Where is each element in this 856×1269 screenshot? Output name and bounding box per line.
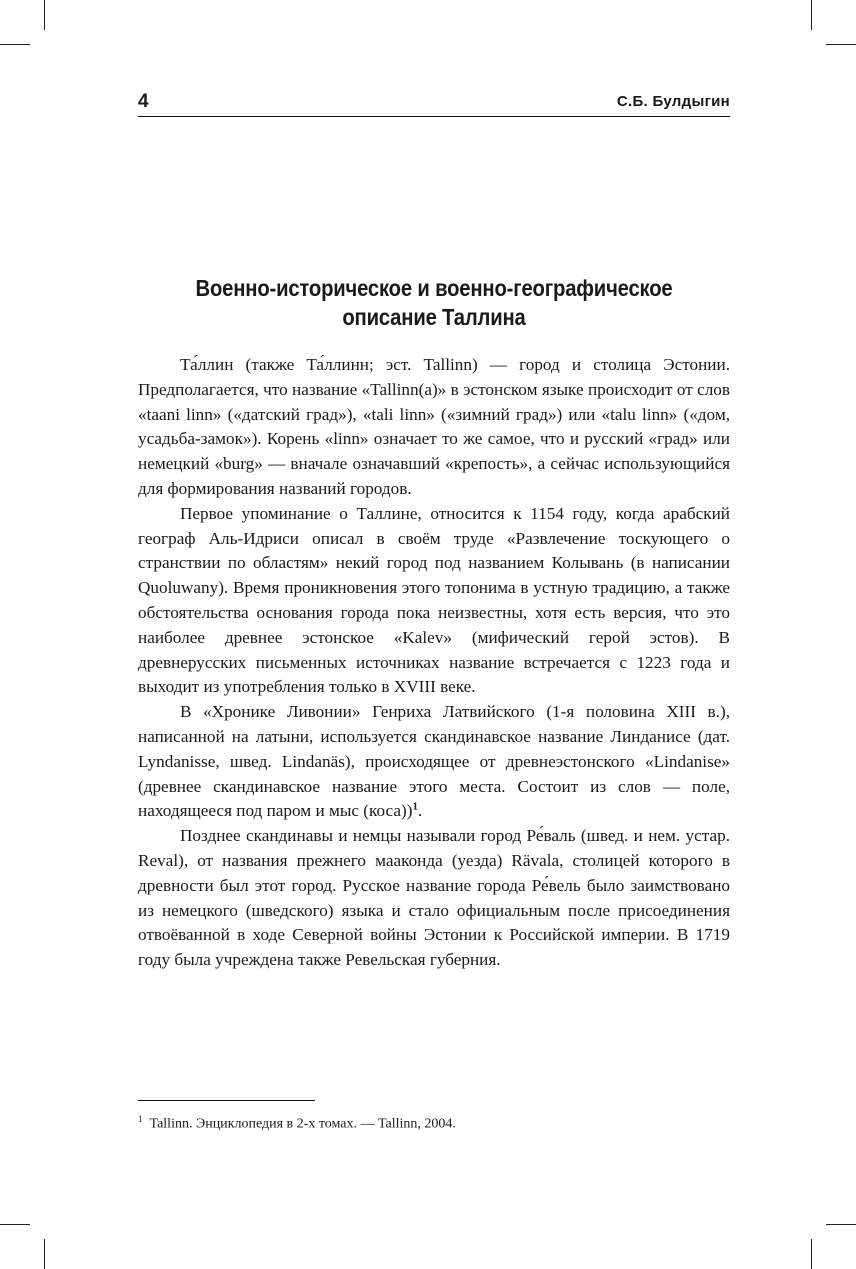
chapter-title-line-1: Военно-историческое и военно-географическое bbox=[195, 275, 673, 301]
footnote-number: 1 bbox=[138, 1114, 143, 1124]
crop-mark-bottom-left-h bbox=[0, 1224, 30, 1225]
paragraph-2: Первое упоминание о Таллине, относится к 1154 году, когда арабский географ Аль-Идриси описал в своём труде «Развлечение тоскующего о странствии по областям» некий город под названием Колывань (в написании Quoluwany). Время проникновения этого топонима в устную традицию, а также обстоятельства основания города пока неизвестны, хотя есть версия, что это наиболее древнее эстонское «Kalev» (мифический герой эстов). В древнерусских письменных источниках название встречается с 1223 года и выходит из употребления только в XVIII веке. bbox=[138, 503, 730, 697]
page-number: 4 bbox=[138, 91, 149, 112]
footnote-divider bbox=[138, 1100, 315, 1101]
crop-mark-top-right-v bbox=[811, 0, 812, 30]
body-text bbox=[138, 353, 730, 973]
crop-mark-top-left-h bbox=[0, 44, 30, 45]
page-header bbox=[138, 88, 730, 117]
footnote-reference[interactable]: 1 bbox=[412, 800, 418, 813]
paragraph-4: Позднее скандинавы и немцы называли город Ре́валь (швед. и нем. устар. Reval), от названия прежнего мааконда (уезда) Rävala, столицей которого в древности был этот город. Русское название города Ре́вель было заимствовано из немецкого (шведского) языка и стало официальным после присоединения отвоёванной в ходе Северной войны Эстонии к Российской империи. В 1719 году была учреждена также Ревельская губерния. bbox=[138, 826, 730, 970]
crop-mark-bottom-left-v bbox=[44, 1239, 45, 1269]
footnote bbox=[138, 1109, 730, 1135]
crop-mark-top-right-h bbox=[826, 44, 856, 45]
crop-mark-bottom-right-v bbox=[811, 1239, 812, 1269]
crop-mark-bottom-right-h bbox=[826, 1224, 856, 1225]
running-head-author: С.Б. Булдыгин bbox=[616, 93, 730, 110]
paragraph-3-text: В «Хронике Ливонии» Генриха Латвийского (1-я половина XIII в.), написанной на латыни, используется скандинавское название Линданисе (дат. Lyndanisse, швед. Lindanäs), происходящее от древнеэстонского «Lindanise» (древнее скандинавское название этого места. Состоит из слов — поле, находящееся под паром и мыс (коса)) bbox=[138, 702, 730, 821]
chapter-title-line-2: описание Таллина bbox=[342, 304, 526, 330]
paragraph-1: Та́ллин (также Та́ллинн; эст. Tallinn) — город и столица Эстонии. Предполагается, что название «Tallinn(a)» в эстонском языке происходит от слов «taani linn» («датский град»), «tali linn» («зимний град») или «talu linn» («дом, усадьба-замок»). Корень «linn» означает то же самое, что и русский «град» или немецкий «burg» — вначале означавший «крепость», а сейчас использующийся для формирования названий городов. bbox=[138, 355, 730, 498]
paragraph-3: В «Хронике Ливонии» Генриха Латвийского (1-я половина XIII в.), написанной на латыни, используется скандинавское название Линданисе (дат. Lyndanisse, швед. Lindanäs), происходящее от древнеэстонского «Lindanise» (древнее скандинавское название этого места. Состоит из слов — поле, находящееся под паром и мыс (коса))$^1$. bbox=[138, 702, 730, 821]
footnote-text: Tallinn. Энциклопедия в 2-х томах. — Tallinn, 2004. bbox=[149, 1116, 456, 1132]
chapter-title bbox=[174, 274, 695, 332]
crop-mark-top-left-v bbox=[44, 0, 45, 30]
